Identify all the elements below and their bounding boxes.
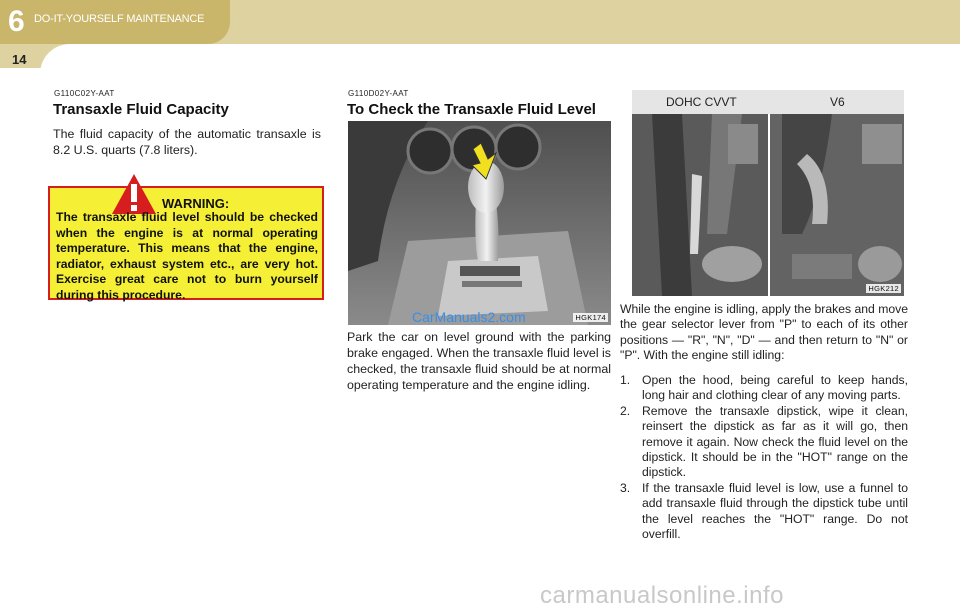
page-number: 14 — [12, 52, 27, 67]
image-code-2: HGK212 — [868, 284, 899, 293]
warning-text: The transaxle fluid level should be checked when the engine is at normal operating temperature. This means that the engine, radiator, exhaust system etc., are very hot. Exercise great care not to burn yourself during this procedure. — [56, 210, 318, 302]
gear-selector-photo — [348, 121, 611, 325]
step-item — [620, 373, 908, 404]
caption-dohc: DOHC CVVT — [666, 95, 737, 109]
chapter-title: DO-IT-YOURSELF MAINTENANCE — [34, 13, 205, 25]
capacity-text: The fluid capacity of the automatic transaxle is 8.2 U.S. quarts (7.8 liters). — [53, 127, 321, 157]
warning-box — [48, 186, 324, 300]
step-number: 2. — [620, 403, 631, 418]
site-watermark: CarManuals2.com — [412, 309, 526, 325]
section-title-2: To Check the Transaxle Fluid Level — [347, 101, 596, 118]
image-code: HGK174 — [575, 313, 606, 322]
step-text: If the transaxle fluid level is low, use a funnel to add transaxle fluid through the dipstick tube until the level reaches the "HOT" range. Do not overfill. — [642, 480, 908, 542]
step-text: Open the hood, being careful to keep hands, long hair and clothing clear of any moving parts. — [642, 373, 908, 403]
step-number: 1. — [620, 373, 631, 387]
section-code-2: G110D02Y-AAT — [348, 89, 409, 98]
steps-list — [620, 373, 908, 542]
step-item — [620, 404, 908, 481]
section-code: G110C02Y-AAT — [54, 89, 115, 98]
footer-watermark: carmanualsonline.info — [540, 582, 784, 609]
caption-v6: V6 — [830, 95, 845, 109]
warning-title: WARNING: — [162, 196, 230, 211]
chapter-number: 6 — [8, 5, 25, 38]
chapter-tab — [0, 0, 230, 44]
engine-caption-bar — [632, 90, 904, 114]
idle-intro: While the engine is idling, apply the brakes and move the gear selector lever from "P" to each of its other positions — "R", "N", "D" — and then return to "N" or "P". With the engine still idling: — [620, 302, 908, 363]
step-item — [620, 481, 908, 543]
step-number: 3. — [620, 480, 631, 495]
engine-photos — [632, 114, 904, 296]
park-instructions: Park the car on level ground with the parking brake engaged. When the transaxle fluid level is checked, the transaxle fluid should be at normal operating temperature and the engine idling. — [347, 330, 611, 392]
step-text: Remove the transaxle dipstick, wipe it clean, reinsert the dipstick as far as it will go, then remove it again. Now check the fluid level on the dipstick. It should be in the "HOT" range on the dipstick. — [642, 403, 908, 480]
section-title: Transaxle Fluid Capacity — [53, 101, 229, 118]
